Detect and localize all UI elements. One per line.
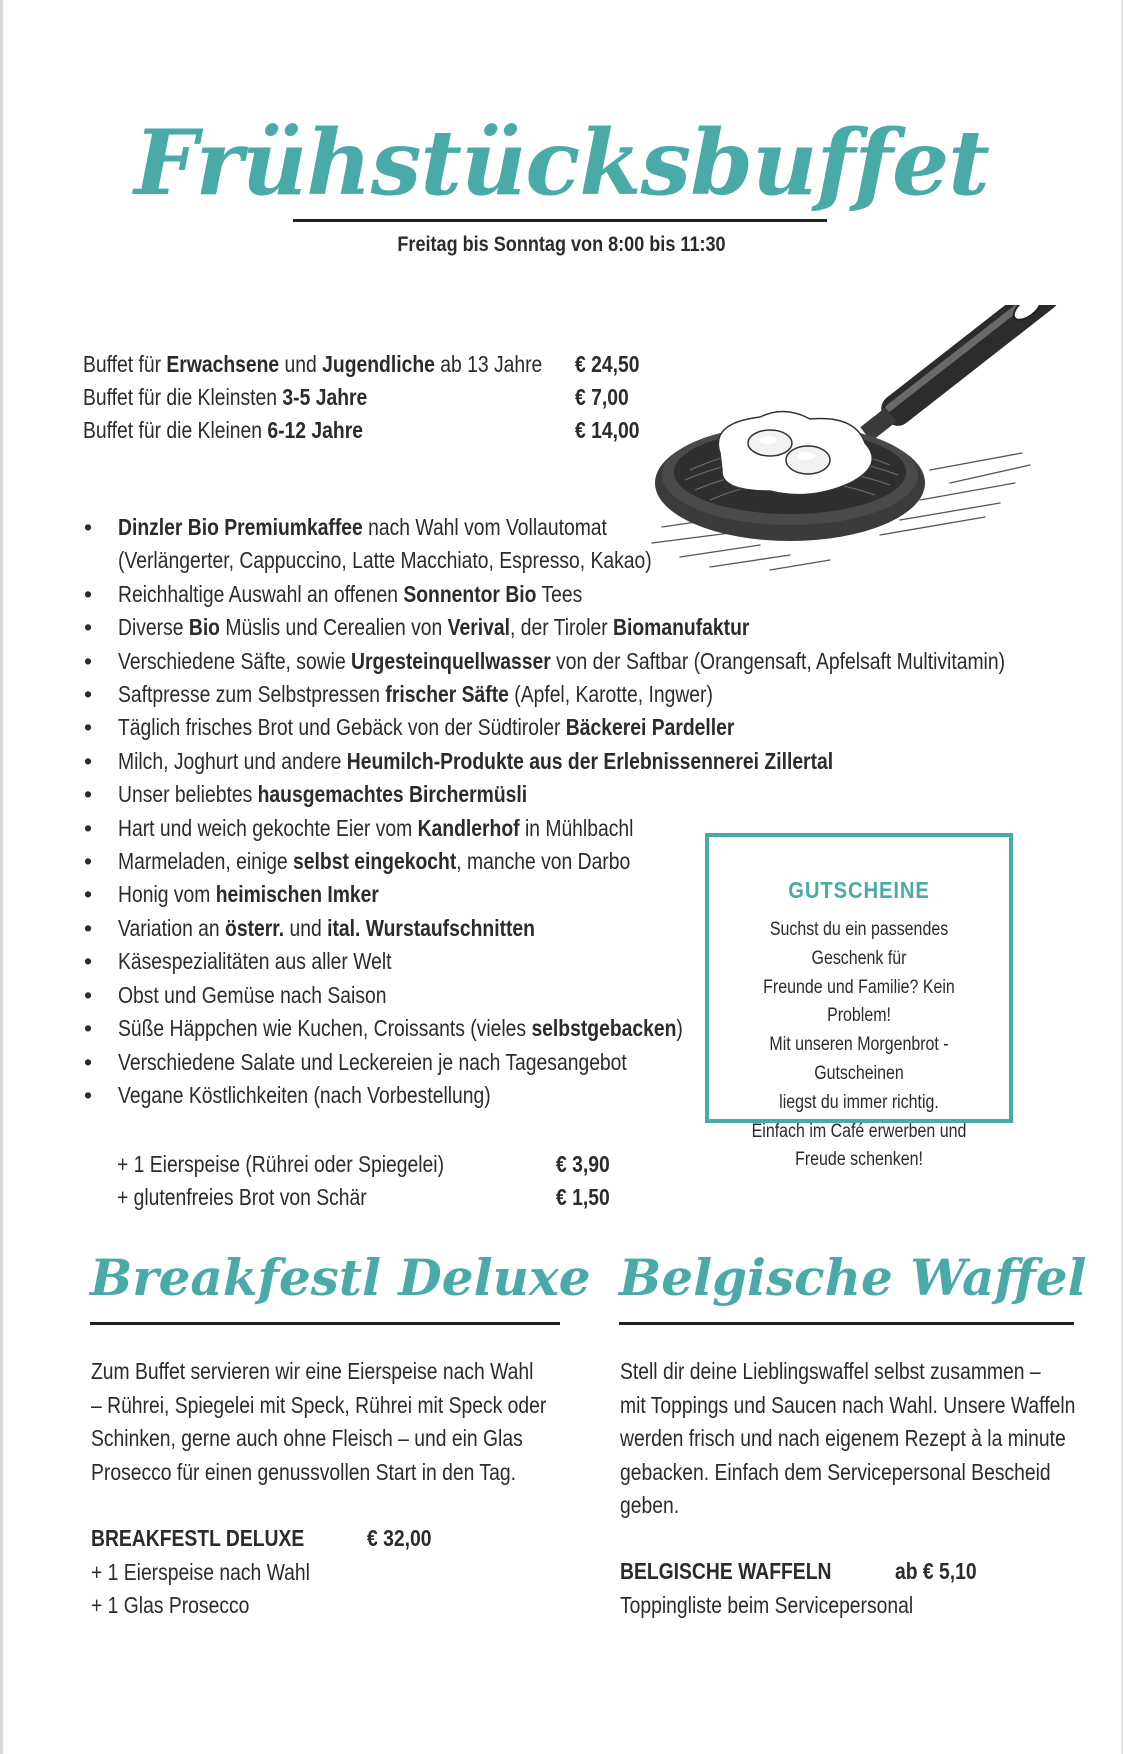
feature-item-continuation [84, 544, 1123, 577]
deluxe-sub-line: + 1 Glas Prosecco [91, 1592, 250, 1618]
emphasis-text: Verival [447, 614, 510, 641]
emphasis-text: Jugendliche [322, 351, 435, 377]
emphasis-text: selbst eingekocht [293, 848, 457, 875]
waffel-title: Belgische Waffel [619, 1248, 1087, 1307]
plain-text: Müslis und Cerealien von [219, 614, 448, 641]
emphasis-text: 6-12 Jahre [267, 417, 363, 443]
voucher-line: Suchst du ein passendes Geschenk für [769, 919, 949, 969]
waffel-line: geben. [620, 1492, 680, 1518]
feature-text [118, 578, 582, 611]
deluxe-sub-row [91, 1589, 591, 1623]
plain-text: Variation an [118, 914, 226, 941]
bullet-icon: • [84, 881, 93, 908]
plain-text: in Mühlbachl [519, 814, 634, 841]
price-description [83, 414, 363, 447]
plain-text: (Verlängerter, Cappuccino, Latte Macchiato, Espresso, Kakao) [118, 547, 652, 574]
voucher-line: Mit unseren Morgenbrot -Gutscheinen [769, 1034, 949, 1084]
plain-text: Süße Häppchen wie Kuchen, Croissants (vieles [118, 1015, 532, 1042]
waffel-price [620, 1555, 1120, 1622]
plain-text: Käsespezialitäten aus aller Welt [118, 948, 392, 975]
plain-text: ab 13 Jahre [434, 351, 543, 377]
extra-row [117, 1148, 717, 1181]
feature-text [118, 711, 734, 744]
feature-text [118, 645, 1005, 678]
waffel-sub-line: Toppingliste beim Servicepersonal [620, 1591, 914, 1618]
bullet-icon: • [84, 580, 93, 607]
feature-text [118, 678, 713, 711]
plain-text: Buffet für [83, 351, 167, 377]
emphasis-text: Dinzler Bio Premiumkaffee [118, 514, 363, 540]
bullet-icon: • [84, 1048, 93, 1075]
feature-item [84, 778, 1123, 811]
plain-text: Tees [536, 580, 583, 607]
deluxe-rule [90, 1322, 560, 1325]
price-description [83, 381, 367, 414]
emphasis-text: Sonnentor Bio [403, 580, 537, 607]
waffel-line: werden frisch und nach eigenem Rezept à la minute [620, 1425, 1066, 1451]
bullet-icon: • [84, 681, 93, 708]
plain-text: (Apfel, Karotte, Ingwer) [508, 681, 713, 708]
feature-text [118, 544, 652, 577]
emphasis-text: Urgesteinquellwasser [351, 647, 551, 674]
bullet-icon: • [84, 981, 93, 1008]
deluxe-line: Schinken, gerne auch ohne Fleisch – und ein Glas [91, 1425, 523, 1451]
feature-text [118, 878, 379, 911]
feature-item [84, 578, 1123, 611]
plain-text: Diverse [118, 614, 189, 641]
waffel-line: gebacken. Einfach dem Servicepersonal Bescheid [620, 1458, 1051, 1485]
feature-text [118, 812, 633, 845]
deluxe-price-row [91, 1522, 591, 1556]
feature-item [84, 678, 1123, 711]
feature-item [84, 745, 1123, 778]
extra-label: + glutenfreies Brot von Schär [117, 1184, 367, 1210]
plain-text: Obst und Gemüse nach Saison [118, 981, 387, 1008]
feature-text [118, 1079, 491, 1112]
bullet-icon: • [84, 747, 93, 774]
plain-text: von der Saftbar (Orangensaft, Apfelsaft Multivitamin) [550, 647, 1006, 674]
emphasis-text: Bio [188, 614, 220, 641]
feature-text [118, 979, 386, 1012]
feature-text [118, 945, 391, 978]
deluxe-price-name: BREAKFESTL DELUXE [91, 1525, 305, 1551]
emphasis-text: heimischen Imker [215, 881, 379, 908]
feature-item [84, 611, 1123, 644]
deluxe-price [91, 1522, 591, 1623]
plain-text: Unser beliebtes [118, 781, 258, 808]
bullet-icon: • [84, 814, 93, 841]
plain-text: Reichhaltige Auswahl an offenen [118, 580, 404, 607]
waffel-line: Stell dir deine Lieblingswaffel selbst zusammen – [620, 1358, 1041, 1384]
emphasis-text: selbstgebacken [531, 1015, 677, 1042]
feature-item [84, 645, 1123, 678]
plain-text: Hart und weich gekochte Eier vom [118, 814, 418, 841]
extra-label: + 1 Eierspeise (Rührei oder Spiegelei) [117, 1151, 445, 1177]
voucher-line: Freunde und Familie? Kein Problem! [763, 976, 955, 1027]
plain-text: Buffet für die Kleinsten [83, 384, 283, 410]
emphasis-text: ital. Wurstaufschnitten [327, 914, 535, 941]
feature-item [84, 711, 1123, 744]
emphasis-text: Kandlerhof [417, 814, 520, 841]
buffet-extras [117, 1148, 717, 1214]
bullet-icon: • [84, 848, 93, 875]
emphasis-text: Heumilch-Produkte aus der Erlebnissennerei Zillertal [346, 747, 834, 774]
waffel-price-amount: ab € 5,10 [895, 1558, 977, 1584]
plain-text: , manche von Darbo [456, 848, 631, 875]
extra-amount: € 3,90 [556, 1151, 610, 1177]
deluxe-line: – Rührei, Spiegelei mit Speck, Rührei mit Speck oder [91, 1391, 547, 1418]
deluxe-price-amount: € 32,00 [367, 1525, 432, 1551]
waffel-sub-row [620, 1589, 1120, 1623]
price-amount: € 24,50 [575, 351, 640, 377]
plain-text: Marmeladen, einige [118, 848, 294, 875]
bullet-icon: • [84, 514, 93, 540]
feature-text [118, 611, 749, 644]
deluxe-sub-line: + 1 Eierspeise nach Wahl [91, 1558, 310, 1585]
voucher-title: GUTSCHEINE [788, 877, 930, 903]
plain-text: Milch, Joghurt und andere [118, 747, 347, 774]
deluxe-line: Prosecco für einen genussvollen Start in den Tag. [91, 1458, 516, 1485]
plain-text: Verschiedene Säfte, sowie [118, 647, 352, 674]
plain-text: Saftpresse zum Selbstpressen [118, 681, 386, 708]
waffel-line: mit Toppings und Saucen nach Wahl. Unsere Waffeln [620, 1391, 1076, 1418]
deluxe-line: Zum Buffet servieren wir eine Eierspeise nach Wahl [91, 1358, 534, 1384]
plain-text: Verschiedene Salate und Leckereien je nach Tagesangebot [118, 1048, 627, 1075]
bullet-icon: • [84, 948, 93, 975]
price-amount: € 7,00 [575, 384, 629, 410]
bullet-icon: • [84, 1081, 93, 1108]
waffel-price-name: BELGISCHE WAFFELN [620, 1558, 832, 1584]
plain-text: Täglich frisches Brot und Gebäck von der Südtiroler [118, 714, 566, 741]
feature-item [84, 511, 1123, 544]
emphasis-text: 3-5 Jahre [282, 384, 368, 410]
voucher-line: liegst du immer richtig. [779, 1091, 939, 1113]
waffel-price-row [620, 1555, 1120, 1589]
emphasis-text: frischer Säfte [385, 681, 509, 708]
voucher-line: Einfach im Café erwerben und [751, 1120, 967, 1142]
waffel-description [620, 1355, 1123, 1523]
extra-amount: € 1,50 [556, 1184, 610, 1210]
feature-text [118, 778, 527, 811]
waffel-rule [619, 1322, 1074, 1325]
bullet-icon: • [84, 1015, 93, 1042]
plain-text: und [284, 914, 328, 941]
voucher-line: Freude schenken! [795, 1149, 923, 1171]
page-title: Frühstücksbuffet [134, 110, 989, 216]
emphasis-text: österr. [225, 914, 285, 941]
plain-text: Honig vom [118, 881, 216, 908]
feature-text [118, 1046, 627, 1079]
bullet-icon: • [84, 614, 93, 641]
emphasis-text: Erwachsene [166, 351, 280, 377]
feature-text [118, 1012, 683, 1045]
emphasis-text: Biomanufaktur [613, 614, 750, 641]
plain-text: nach Wahl vom Vollautomat [362, 514, 607, 540]
plain-text: , der Tiroler [509, 614, 614, 641]
price-amount: € 14,00 [575, 417, 640, 443]
deluxe-description [91, 1355, 633, 1489]
title-underline [293, 219, 827, 222]
emphasis-text: hausgemachtes Birchermüsli [257, 781, 528, 808]
plain-text: und [279, 351, 323, 377]
page-edge [0, 0, 3, 1754]
plain-text: ) [676, 1015, 683, 1042]
emphasis-text: Bäckerei Pardeller [565, 714, 735, 741]
voucher-text [733, 916, 985, 1175]
extra-row [117, 1181, 717, 1214]
bullet-icon: • [84, 914, 93, 941]
voucher-box [705, 833, 1013, 1171]
plain-text: Buffet für die Kleinen [83, 417, 268, 443]
bullet-icon: • [84, 781, 93, 808]
feature-text [118, 745, 833, 778]
price-description [83, 348, 542, 381]
deluxe-sub-row [91, 1556, 591, 1590]
feature-text [118, 511, 607, 544]
deluxe-title: Breakfestl Deluxe [90, 1248, 591, 1307]
opening-hours: Freitag bis Sonntag von 8:00 bis 11:30 [397, 233, 726, 256]
feature-text [118, 912, 535, 945]
bullet-icon: • [84, 647, 93, 674]
feature-text [118, 845, 630, 878]
plain-text: Vegane Köstlichkeiten (nach Vorbestellung) [118, 1081, 491, 1108]
bullet-icon: • [84, 714, 93, 741]
